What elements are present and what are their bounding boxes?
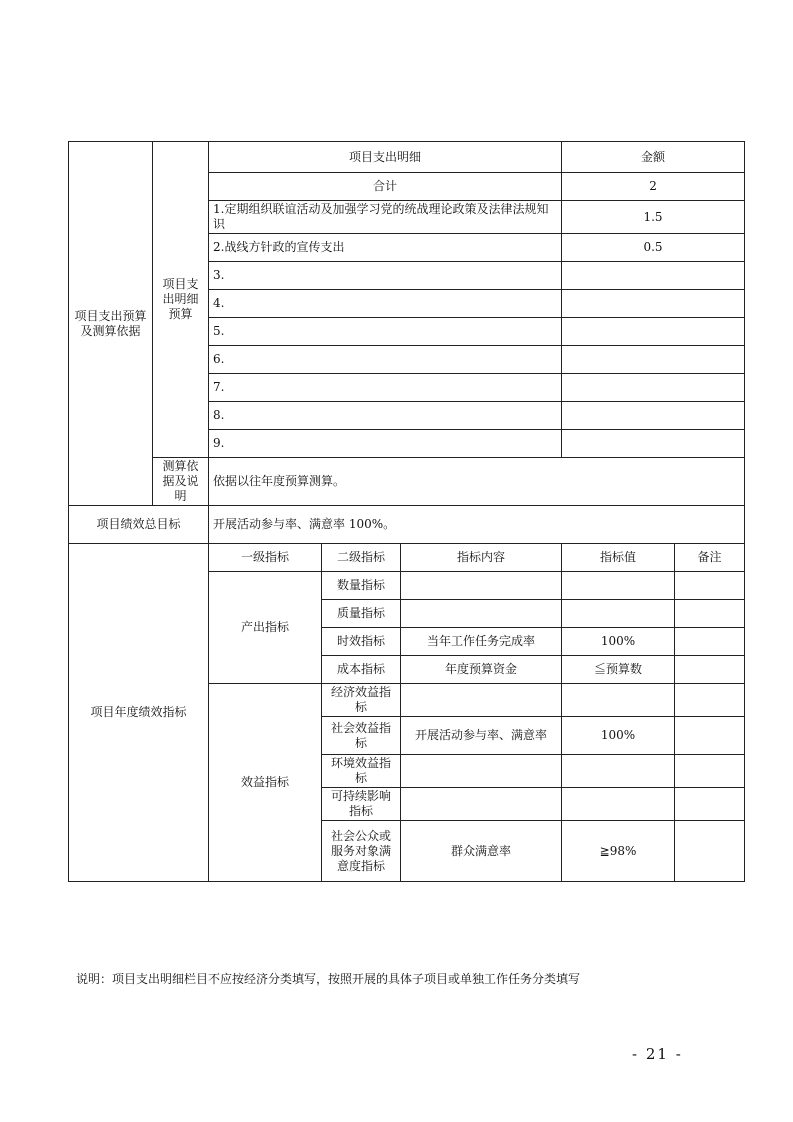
item-label: 7.	[209, 374, 562, 402]
item-amount	[562, 318, 745, 346]
indicator-name: 质量指标	[322, 600, 401, 628]
header-level1: 一级指标	[209, 544, 322, 572]
indicator-remark	[675, 628, 745, 656]
item-amount: 1.5	[562, 201, 745, 234]
page-number: - 21 -	[632, 1045, 683, 1063]
indicator-header-row	[69, 544, 745, 572]
indicator-remark	[675, 684, 745, 717]
footnote: 说明：项目支出明细栏目不应按经济分类填写，按照开展的具体子项目或单独工作任务分类填写	[76, 972, 581, 986]
item-label: 2.战线方针政的宣传支出	[209, 234, 562, 262]
header-content: 指标内容	[401, 544, 562, 572]
indicator-content	[401, 684, 562, 717]
basis-text: 依据以往年度预算测算。	[209, 458, 745, 506]
total-amount: 2	[562, 173, 745, 201]
item-label: 3.	[209, 262, 562, 290]
item-label: 5.	[209, 318, 562, 346]
goal-text: 开展活动参与率、满意率 100%。	[209, 506, 745, 544]
header-level2: 二级指标	[322, 544, 401, 572]
indicator-name: 社会公众或服务对象满意度指标	[322, 821, 401, 882]
header-value: 指标值	[562, 544, 675, 572]
budget-performance-table	[68, 141, 745, 882]
indicator-remark	[675, 755, 745, 788]
item-label: 1.定期组织联谊活动及加强学习党的统战理论政策及法律法规知识	[209, 201, 562, 234]
item-amount	[562, 262, 745, 290]
item-label: 4.	[209, 290, 562, 318]
indicator-name: 经济效益指标	[322, 684, 401, 717]
indicator-value	[562, 755, 675, 788]
indicator-remark	[675, 600, 745, 628]
indicator-content	[401, 755, 562, 788]
basis-row	[69, 458, 745, 506]
item-amount	[562, 430, 745, 458]
indicator-name: 环境效益指标	[322, 755, 401, 788]
benefit-indicator-label: 效益指标	[209, 684, 322, 882]
item-amount: 0.5	[562, 234, 745, 262]
indicator-content: 当年工作任务完成率	[401, 628, 562, 656]
output-indicator-label: 产出指标	[209, 572, 322, 684]
item-amount	[562, 402, 745, 430]
indicator-content	[401, 788, 562, 821]
basis-label: 测算依据及说明	[153, 458, 209, 506]
indicator-name: 社会效益指标	[322, 717, 401, 755]
indicator-value	[562, 684, 675, 717]
indicator-content: 开展活动参与率、满意率	[401, 717, 562, 755]
indicator-value	[562, 788, 675, 821]
indicator-value: ≦预算数	[562, 656, 675, 684]
indicator-value	[562, 572, 675, 600]
indicator-name: 可持续影响指标	[322, 788, 401, 821]
indicator-remark	[675, 572, 745, 600]
item-header: 项目支出明细	[209, 142, 562, 173]
item-label: 8.	[209, 402, 562, 430]
indicator-content	[401, 600, 562, 628]
indicator-name: 数量指标	[322, 572, 401, 600]
amount-header: 金额	[562, 142, 745, 173]
detail-budget-label: 项目支出明细预算	[153, 142, 209, 458]
detail-header-row	[69, 142, 745, 173]
indicator-remark	[675, 656, 745, 684]
item-amount	[562, 374, 745, 402]
indicator-remark	[675, 821, 745, 882]
indicator-name: 成本指标	[322, 656, 401, 684]
indicator-remark	[675, 788, 745, 821]
indicator-content: 年度预算资金	[401, 656, 562, 684]
goal-label: 项目绩效总目标	[69, 506, 209, 544]
indicators-label: 项目年度绩效指标	[69, 544, 209, 882]
budget-section-label: 项目支出预算及测算依据	[69, 142, 153, 506]
indicator-value	[562, 600, 675, 628]
indicator-content: 群众满意率	[401, 821, 562, 882]
item-amount	[562, 346, 745, 374]
total-label: 合计	[209, 173, 562, 201]
indicator-remark	[675, 717, 745, 755]
item-label: 6.	[209, 346, 562, 374]
indicator-content	[401, 572, 562, 600]
item-label: 9.	[209, 430, 562, 458]
indicator-value: ≧98%	[562, 821, 675, 882]
indicator-name: 时效指标	[322, 628, 401, 656]
goal-row	[69, 506, 745, 544]
item-amount	[562, 290, 745, 318]
header-remark: 备注	[675, 544, 745, 572]
indicator-value: 100%	[562, 628, 675, 656]
indicator-value: 100%	[562, 717, 675, 755]
